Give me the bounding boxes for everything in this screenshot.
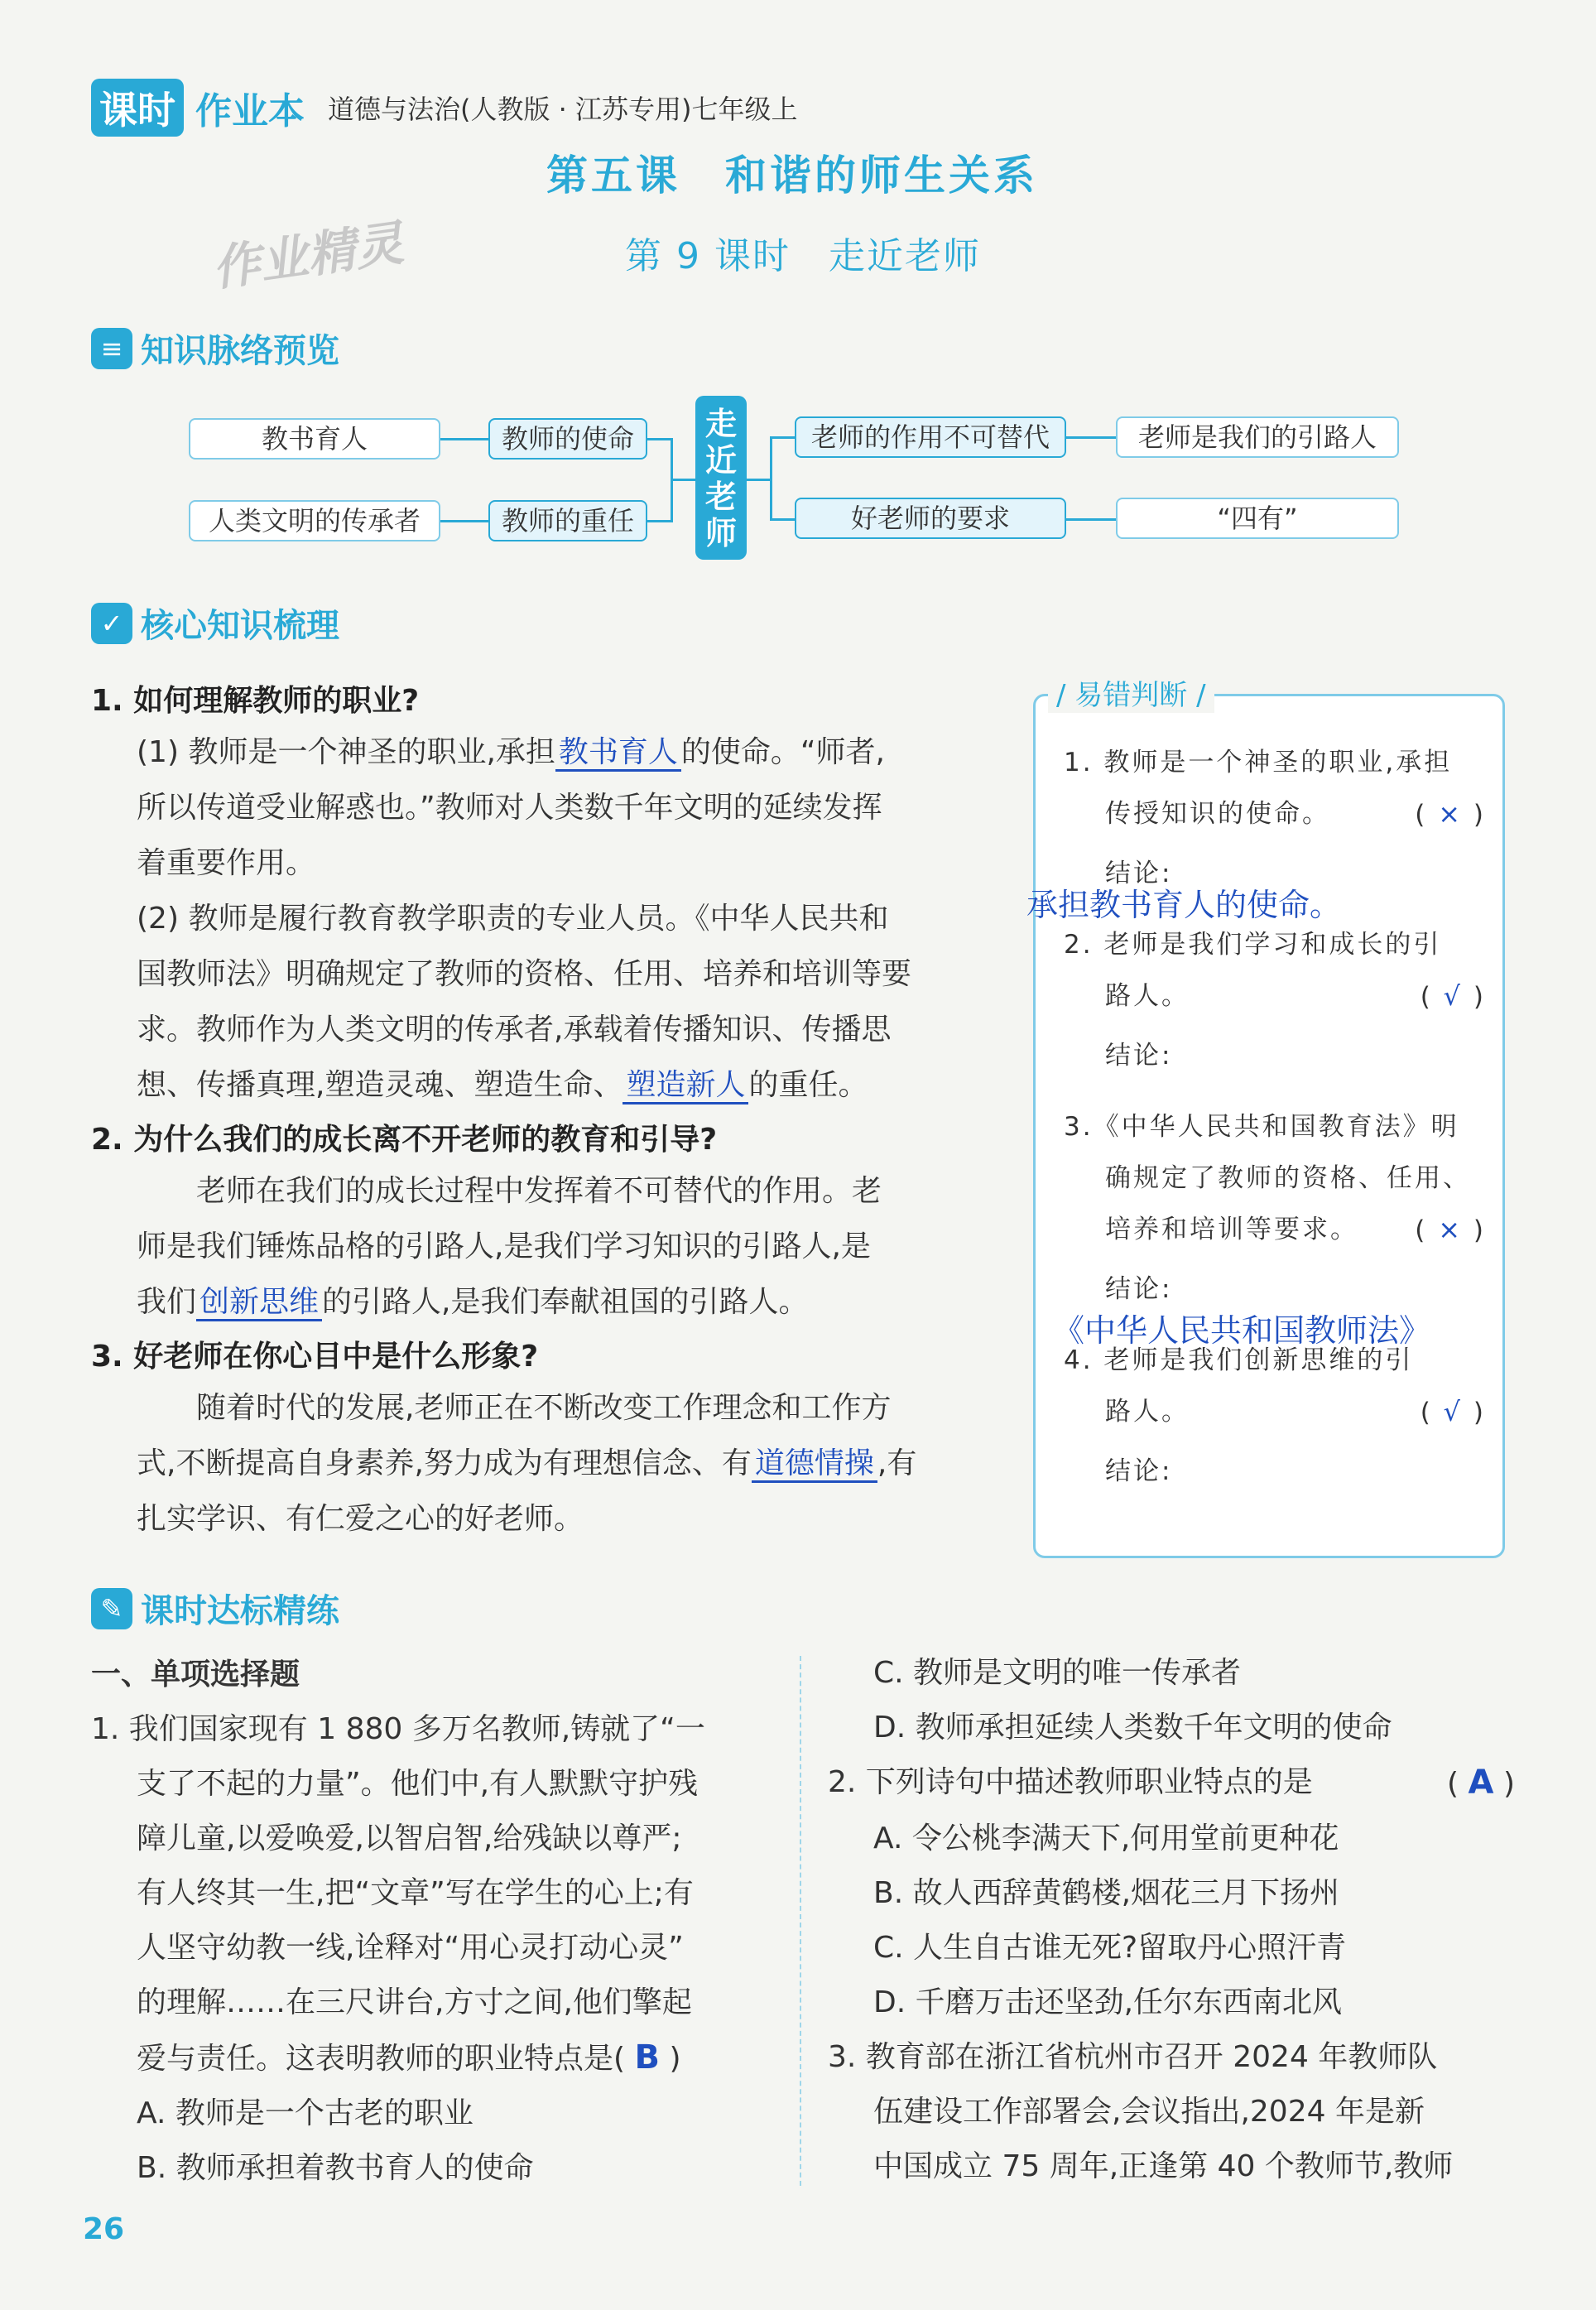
question-text: 爱与责任。这表明教师的职业特点是(	[137, 2042, 626, 2076]
diagram-right-inner-top: 老师的作用不可替代	[795, 416, 1066, 458]
judgement-mark: ( × )	[1415, 1214, 1486, 1245]
conclusion-label: 结论:	[1105, 1274, 1173, 1304]
core-q1-answer	[91, 724, 993, 1113]
connector	[440, 520, 488, 522]
text: 培养和培训等要求。	[1105, 1215, 1358, 1244]
core-q2: 2. 为什么我们的成长离不开老师的教育和引导?	[91, 1123, 718, 1157]
text: 路人。	[1105, 1397, 1190, 1427]
text: 4. 老师是我们创新思维的引	[1064, 1345, 1414, 1375]
core-q3: 3. 好老师在你心目中是什么形象?	[91, 1340, 539, 1374]
text: 3.《中华人民共和国教育法》明	[1064, 1112, 1459, 1142]
option-d: D. 千磨万击还坚劲,任尔东西南北风	[873, 1985, 1343, 2019]
diagram-right-outer-bottom: “四有”	[1116, 498, 1399, 539]
text: 随着时代的发展,老师正在不断改变工作理念和工作方	[196, 1391, 892, 1425]
question-text: 障儿童,以爱唤爱,以智启智,给残缺以尊严;	[137, 1822, 682, 1855]
column-divider	[800, 1656, 801, 2186]
mark-check: √	[1443, 1396, 1464, 1427]
judgement-mark: ( √ )	[1420, 980, 1486, 1012]
text: 我们	[137, 1285, 197, 1319]
mark-cross: ×	[1438, 1214, 1464, 1245]
option-a: A. 令公桃李满天下,何用堂前更种花	[873, 1822, 1339, 1855]
connector	[770, 518, 795, 521]
conclusion-label: 结论:	[1105, 1041, 1173, 1071]
sidebar-item-4	[1064, 1335, 1486, 1487]
sidebar-title-text: 易错判断	[1074, 679, 1188, 712]
connector	[671, 479, 695, 481]
core-q2-answer	[91, 1163, 993, 1330]
text: 师是我们锤炼品格的引路人,是我们学习知识的引路人,是	[137, 1230, 871, 1263]
connector	[440, 438, 488, 440]
sidebar-item-2	[1064, 919, 1486, 1071]
diagram-left-outer-top: 教书育人	[189, 418, 440, 460]
option-c: C. 教师是文明的唯一传承者	[873, 1656, 1242, 1690]
practice-left-column: 一、单项选择题 1. 我们国家现有 1 880 多万名教师,铸就了“一 支了不起的力量”。他们中,有人默默守护残 障儿童,以爱唤爱,以智启智,给残缺以尊严; 有人终其一生,把“文章”写在学生的心上;有 人坚守幼教一线,诠释对“用心灵打动心灵” 的理解……在三尺讲台,方寸之间,他们擎起 爱与责任。这表明教师的职业特点是( B ) A. 教师是一个古老的职业 B. 教师承担着教书育人的使命	[91, 1648, 778, 2196]
question-text: 支了不起的力量”。他们中,有人默默守护残	[137, 1767, 699, 1801]
text: 的重任。	[748, 1068, 868, 1102]
text: 想、传播真理,塑造灵魂、塑造生命、	[137, 1068, 623, 1102]
handwritten-answer: B	[634, 2038, 660, 2077]
question-text: 3. 教育部在浙江省杭州市召开 2024 年教师队	[828, 2040, 1438, 2074]
diagram-left-inner-bottom: 教师的重任	[488, 500, 647, 541]
option-a: A. 教师是一个古老的职业	[137, 2096, 474, 2130]
question-text: 2. 下列诗句中描述教师职业特点的是	[828, 1765, 1313, 1799]
question-text: 1. 我们国家现有 1 880 多万名教师,铸就了“一	[91, 1712, 705, 1746]
text: 1. 教师是一个神圣的职业,承担	[1064, 748, 1453, 777]
handwritten-answer: 教书育人	[555, 735, 681, 772]
question-text: 中国成立 75 周年,正逢第 40 个教师节,教师	[873, 2149, 1454, 2183]
conclusion-label: 结论:	[1105, 1456, 1173, 1486]
connector	[770, 436, 795, 439]
subject-title: 道德与法治(人教版 · 江苏专用)七年级上	[328, 94, 798, 125]
answer-bracket: ( A )	[1447, 1764, 1515, 1802]
question-text: 有人终其一生,把“文章”写在学生的心上;有	[137, 1876, 694, 1910]
text: 确规定了教师的资格、任用、	[1105, 1163, 1471, 1193]
page-number: 26	[83, 2212, 125, 2246]
sidebar-item-3	[1064, 1101, 1486, 1305]
handwritten-conclusion: 承担教书育人的使命。	[1026, 887, 1342, 923]
text: 所以传道受业解惑也。”教师对人类数千年文明的延续发挥	[137, 791, 882, 825]
question-text: 伍建设工作部署会,会议指出,2024 年是新	[873, 2095, 1425, 2129]
diagram-center: 走近老师	[695, 396, 747, 560]
option-c: C. 人生自古谁无死?留取丹心照汗青	[873, 1931, 1347, 1965]
text: 路人。	[1105, 981, 1190, 1011]
diagram-right-outer-top: 老师是我们的引路人	[1116, 416, 1399, 458]
text: 传授知识的使命。	[1105, 799, 1330, 829]
text: (2) 教师是履行教育教学职责的专业人员。《中华人民共和	[137, 902, 889, 936]
pencil-icon: /	[1056, 679, 1066, 712]
diagram-left-outer-bottom: 人类文明的传承者	[189, 500, 440, 541]
connector	[647, 438, 672, 440]
diagram-left-inner-top: 教师的使命	[488, 418, 647, 460]
judgement-mark: ( × )	[1415, 798, 1486, 830]
period-title: 第 9 课时 走近老师	[625, 235, 981, 277]
connector	[647, 520, 672, 522]
text: 式,不断提高自身素养,努力成为有理想信念、有	[137, 1446, 752, 1480]
connector	[1066, 436, 1116, 439]
error-judgement-title	[1048, 672, 1214, 713]
section-preview-title: 知识脉络预览	[141, 332, 339, 370]
conclusion-label: 结论:	[1105, 859, 1173, 888]
connector	[770, 436, 772, 521]
diagram-right-inner-bottom: 好老师的要求	[795, 498, 1066, 539]
mark-check: √	[1443, 980, 1464, 1012]
core-q3-answer	[91, 1380, 993, 1547]
logo-badge: 课时	[91, 79, 184, 137]
section-practice-heading	[91, 1585, 339, 1632]
text: 老师在我们的成长过程中发挥着不可替代的作用。老	[196, 1174, 882, 1208]
core-content	[91, 677, 993, 1547]
mark-cross: ×	[1438, 798, 1464, 830]
handwritten-answer: 塑造新人	[623, 1068, 748, 1104]
text: (1) 教师是一个神圣的职业,承担	[137, 735, 555, 769]
section-core-title: 核心知识梳理	[141, 607, 339, 645]
text: 求。教师作为人类文明的传承者,承载着传播知识、传播思	[137, 1013, 892, 1047]
text: ,有	[877, 1446, 917, 1480]
option-d: D. 教师承担延续人类数千年文明的使命	[873, 1711, 1392, 1745]
question-text: 的理解……在三尺讲台,方寸之间,他们擎起	[137, 1985, 692, 2019]
core-q1: 1. 如何理解教师的职业?	[91, 684, 420, 718]
layers-icon: ≡	[91, 328, 132, 369]
text: 着重要作用。	[137, 846, 316, 880]
handwritten-conclusion: 《中华人民共和国教师法》	[1053, 1312, 1431, 1349]
connector	[1066, 518, 1116, 521]
section-practice-title: 课时达标精练	[141, 1592, 339, 1630]
question-type: 一、单项选择题	[91, 1658, 300, 1692]
text: 的引路人,是我们奉献祖国的引路人。	[322, 1285, 809, 1319]
edit-icon: ✎	[91, 1588, 132, 1629]
handwritten-answer: 创新思维	[196, 1285, 322, 1321]
text: 国教师法》明确规定了教师的资格、任用、培养和培训等要	[137, 957, 912, 991]
header-brand	[91, 79, 798, 137]
watermark: 作业精灵	[209, 214, 407, 297]
text: 扎实学识、有仁爱之心的好老师。	[137, 1502, 584, 1536]
text: 的使命。“师者,	[680, 735, 886, 769]
pencil-icon: /	[1196, 679, 1206, 712]
practice-right-column	[828, 1646, 1515, 2194]
sidebar-items	[1064, 737, 1486, 889]
text: 2. 老师是我们学习和成长的引	[1064, 930, 1442, 960]
section-preview-heading	[91, 325, 339, 372]
checkbox-icon: ✓	[91, 603, 132, 644]
connector	[747, 479, 772, 481]
judgement-mark: ( √ )	[1420, 1396, 1486, 1427]
question-text: 人坚守幼教一线,诠释对“用心灵打动心灵”	[137, 1931, 684, 1965]
option-b: B. 教师承担着教书育人的使命	[137, 2151, 534, 2185]
handwritten-answer: A	[1468, 1764, 1494, 1802]
option-b: B. 故人西辞黄鹤楼,烟花三月下扬州	[873, 1876, 1340, 1910]
section-core-heading	[91, 599, 339, 647]
lesson-title: 第五课 和谐的师生关系	[546, 152, 1038, 200]
logo-text: 作业本	[195, 90, 305, 132]
handwritten-answer: 道德情操	[752, 1446, 877, 1483]
